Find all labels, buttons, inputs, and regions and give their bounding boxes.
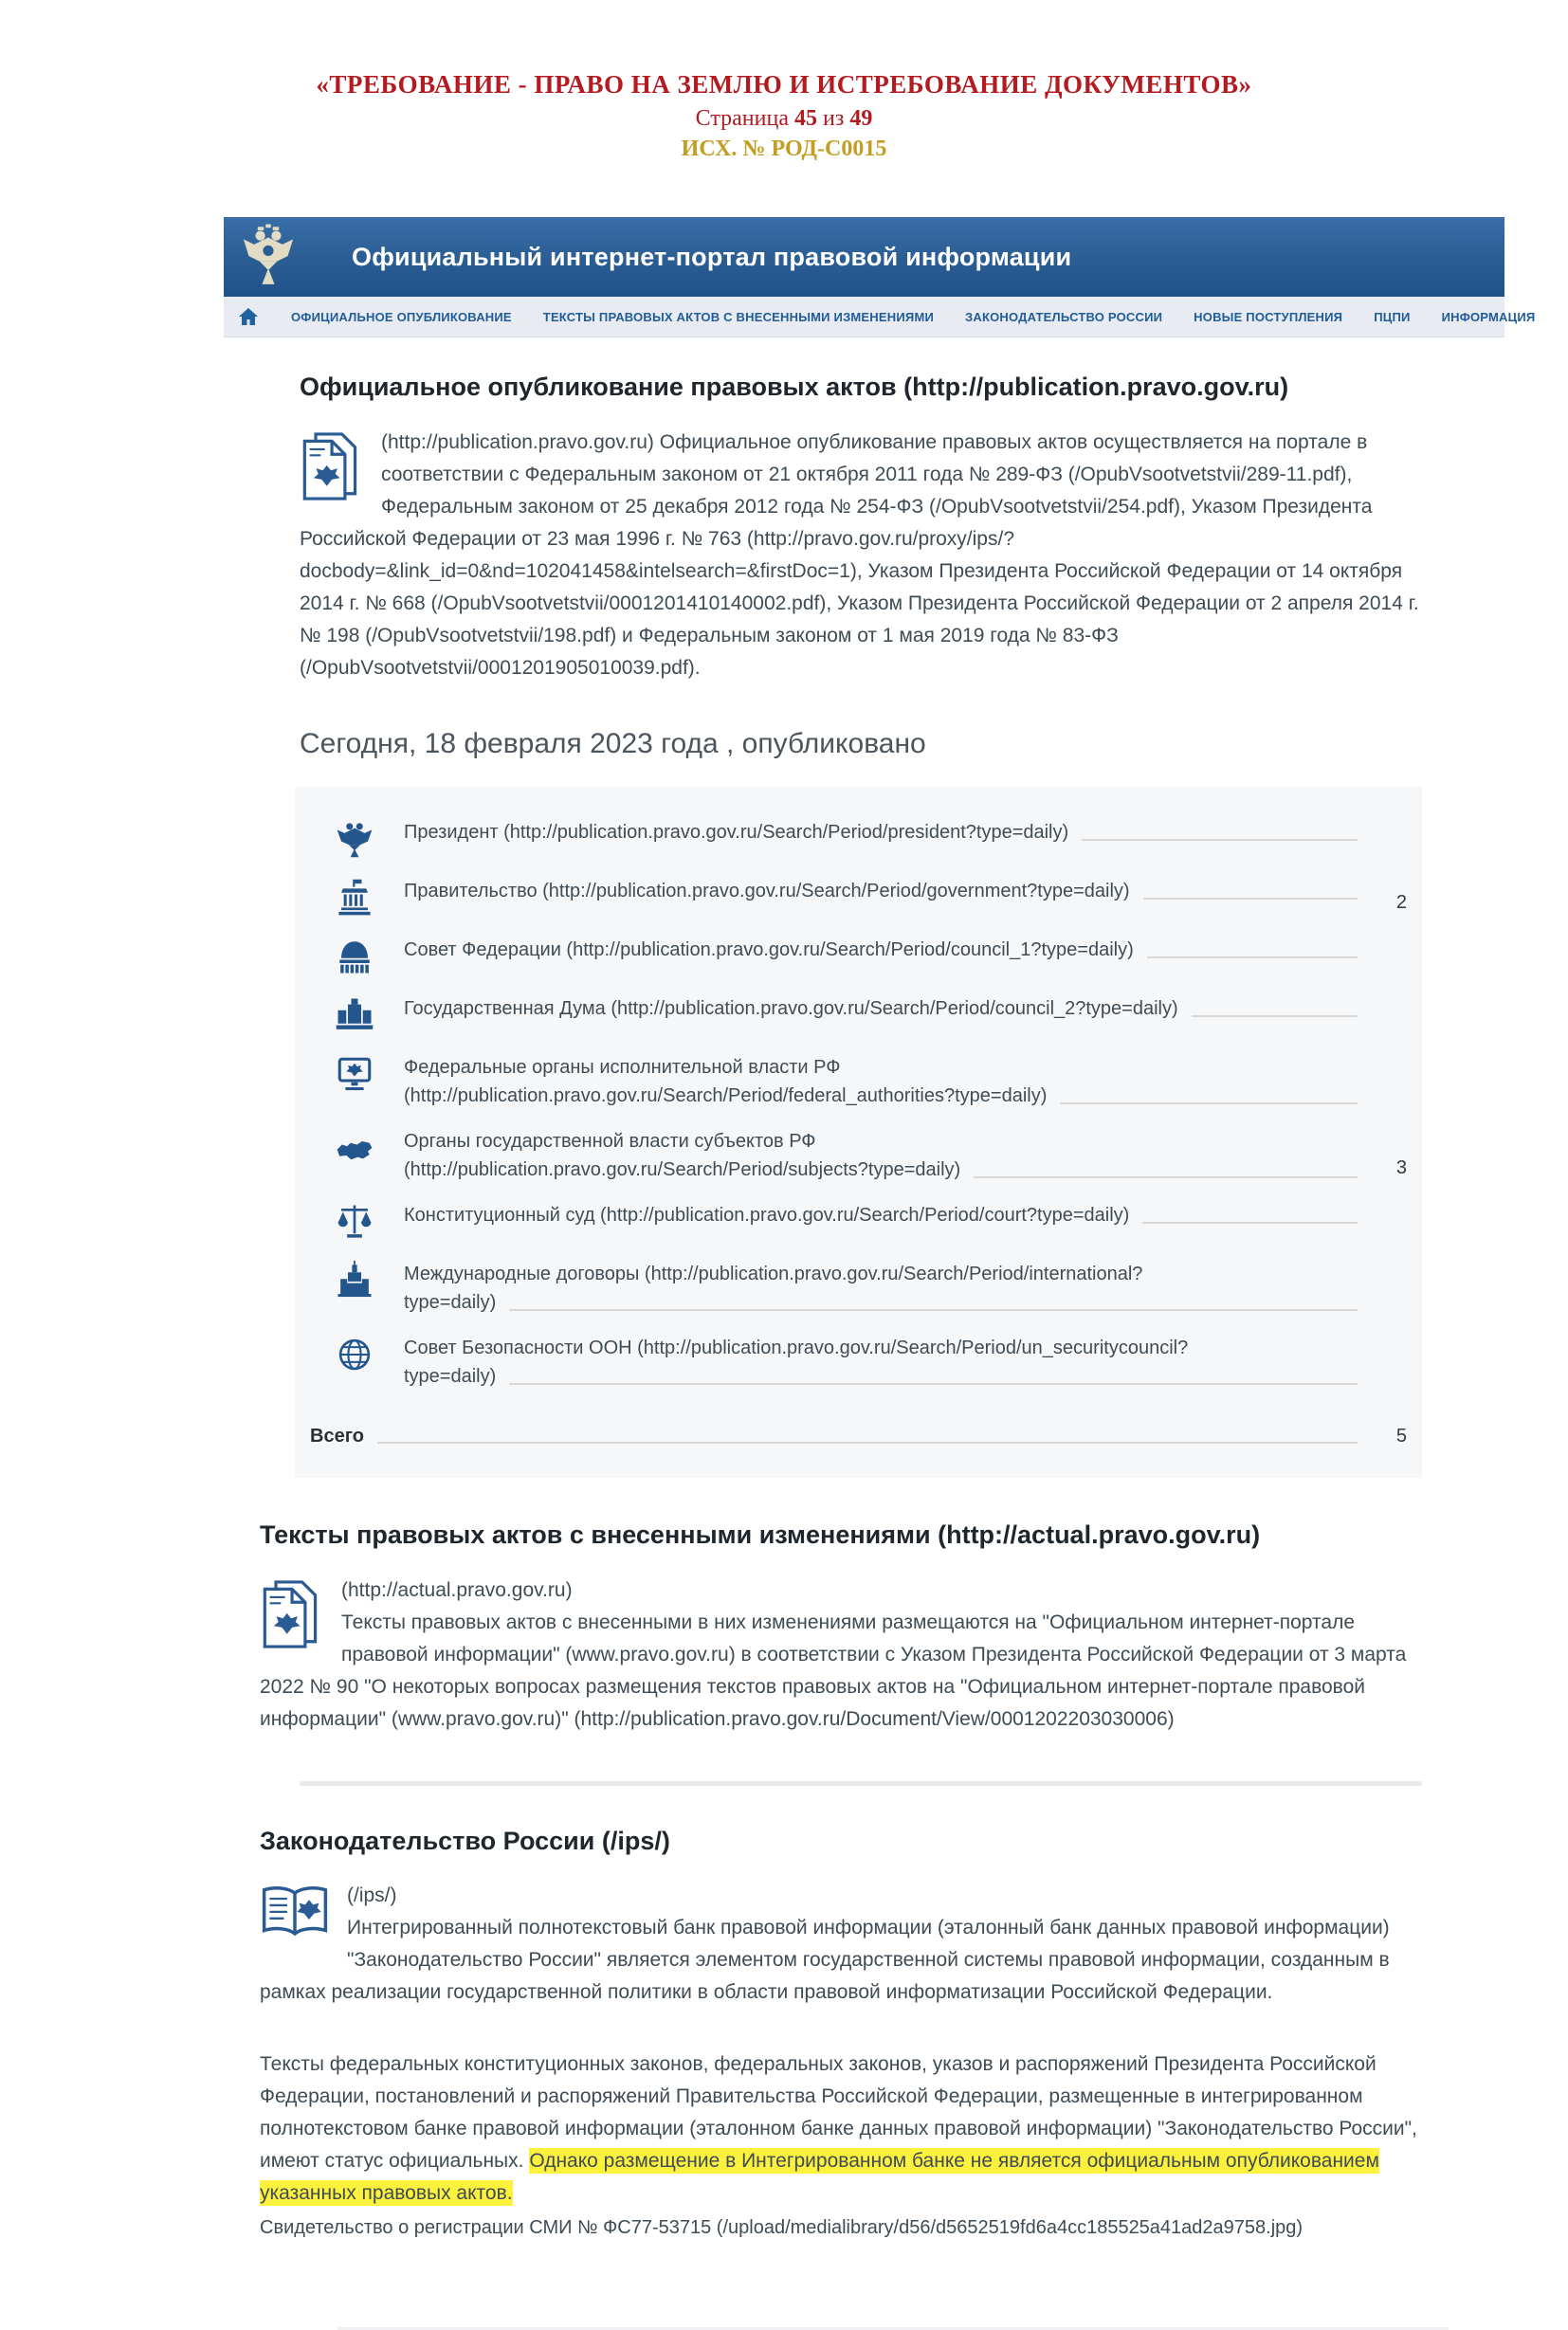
document-title: «ТРЕБОВАНИЕ - ПРАВО НА ЗЕМЛЮ И ИСТРЕБОВАНИЕ ДОКУМЕНТОВ»	[316, 70, 1252, 99]
nav-item-pcpi[interactable]: ПЦПИ	[1374, 309, 1411, 324]
list-item[interactable]	[295, 1251, 1422, 1325]
today-panel	[295, 787, 1422, 1478]
section-heading-link[interactable]: Законодательство России (/ips/)	[260, 1826, 670, 1855]
list-item[interactable]	[295, 986, 1422, 1045]
list-item[interactable]	[295, 1192, 1422, 1251]
government-building-icon	[333, 877, 376, 919]
published-count	[1363, 1108, 1407, 1110]
section-body-text: (http://publication.pravo.gov.ru) Официальное опубликование правовых актов осуществляется на портале в соответствии с Федеральным законом от 21 октября 2011 года № 289-ФЗ (/OpubVsootvetstvii/289-11.pdf), Федеральным законом от 25 декабря 2012 года № 254-ФЗ (/OpubVsootvetstvii/254.pdf), Указом Президента Российской Федерации от 23 мая 1996 г. № 763 (http://pravo.gov.ru/proxy/ips/?docbody=&link_id=0&nd=102041458&intelsearch=&firstDoc=1), Указом Президента Российской Федерации от 14 октября 2014 г. № 668 (/OpubVsootvetstvii/0001201410140002.pdf), Указом Президента Российской Федерации от 2 апреля 2014 г. № 198 (/OpubVsootvetstvii/198.pdf) и Федеральным законом от 1 мая 2019 года № 83-ФЗ (/OpubVsootvetstvii/0001201905010039.pdf).	[300, 430, 1419, 679]
section-url-line[interactable]: (http://actual.pravo.gov.ru)	[341, 1578, 573, 1601]
federal-authorities-icon	[333, 1053, 376, 1095]
published-count	[1363, 975, 1407, 977]
section-body-text: Тексты правовых актов с внесенными в них изменениями размещаются на "Официальном интернет-портале правовой информации" (www.pravo.gov.ru) в соответствии с Указом Президента Российской Федерации от 3 марта 2022 № 90 "О некоторых вопросах размещения текстов правовых актов на "Официальном интернет-портале правовой информации" (www.pravo.gov.ru)" (http://publication.pravo.gov.ru/Document/View/0001202203030006)	[260, 1611, 1407, 1730]
list-item-label: Правительство (http://publication.pravo.gov.ru/Search/Period/government?type=daily)	[404, 880, 1130, 901]
russia-map-icon	[333, 1127, 376, 1169]
leader-line	[1060, 1082, 1358, 1104]
outgoing-ref-number: ИСХ. № РОД-С0015	[681, 137, 887, 161]
nav-item-russian-legislation[interactable]: ЗАКОНОДАТЕЛЬСТВО РОССИИ	[965, 309, 1163, 324]
list-item-label: Федеральные органы исполнительной власти РФ	[404, 1056, 841, 1078]
list-item[interactable]	[295, 927, 1422, 986]
section-url-line[interactable]: (/ips/)	[347, 1884, 397, 1907]
published-count	[1363, 1315, 1407, 1317]
portal-title: Официальный интернет-портал правовой информации	[352, 242, 1072, 271]
leader-line	[974, 1156, 1358, 1178]
list-item[interactable]	[295, 868, 1422, 927]
list-item-label: (http://publication.pravo.gov.ru/Search/Period/subjects?type=daily)	[404, 1158, 961, 1180]
list-item[interactable]	[295, 1119, 1422, 1192]
today-published-heading: Сегодня, 18 февраля 2023 года , опубликовано	[300, 727, 926, 759]
list-item-label: (http://publication.pravo.gov.ru/Search/Period/federal_authorities?type=daily)	[404, 1084, 1048, 1106]
nav-item-amended-acts[interactable]: ТЕКСТЫ ПРАВОВЫХ АКТОВ С ВНЕСЕННЫМИ ИЗМЕНЕНИЯМИ	[542, 309, 935, 324]
nav-item-official-publication[interactable]: ОФИЦИАЛЬНОЕ ОПУБЛИКОВАНИЕ	[291, 309, 512, 324]
constitutional-court-icon	[333, 1201, 376, 1243]
leader-line	[1082, 818, 1358, 841]
un-security-council-icon	[333, 1334, 376, 1375]
list-item-label: Конституционный суд (http://publication.pravo.gov.ru/Search/Period/court?type=daily)	[404, 1204, 1130, 1226]
section-heading-link[interactable]: Тексты правовых актов с внесенными изменениями (http://actual.pravo.gov.ru)	[260, 1520, 1261, 1549]
leader-line	[509, 1288, 1358, 1311]
total-row	[295, 1426, 1422, 1449]
portal-content	[224, 337, 1504, 2330]
page-word: Страница	[695, 106, 789, 131]
smi-registration-line: Свидетельство о регистрации СМИ № ФС77-53715 (/upload/medialibrary/d56/d5652519fd6a4cc185525a41ad2a9758.jpg)	[260, 2217, 1304, 2239]
list-item-label: Органы государственной власти субъектов РФ	[404, 1130, 816, 1152]
total-count: 5	[1395, 1425, 1407, 1447]
documents-stack-icon	[260, 1576, 322, 1652]
leader-line	[1142, 1201, 1358, 1224]
section-paragraph	[300, 427, 1422, 684]
total-label: Всего	[310, 1425, 364, 1447]
section-divider	[300, 1781, 1422, 1786]
highlighted-sentence: Однако размещение в Интегрированном банке не является официальным опубликованием указанных правовых актов.	[260, 2150, 1379, 2205]
closing-body-text: Тексты федеральных конституционных законов, федеральных законов, указов и распоряжений Президента Российской Федерации, постановлений и распоряжений Правительства Российской Федерации, размещенные в интегрированном полнотекстовом банке правовой информации (эталонном банке данных правовой информации) "Законодательство России", имеют статус официальных.	[260, 2053, 1417, 2173]
international-treaties-icon	[333, 1260, 376, 1302]
coat-of-arms-icon	[242, 223, 295, 291]
leader-line	[509, 1362, 1358, 1385]
section-paragraph	[260, 1575, 1422, 1736]
portal-masthead	[224, 217, 1504, 297]
list-item[interactable]	[295, 1045, 1422, 1119]
home-icon[interactable]	[237, 305, 260, 328]
closing-paragraph	[260, 2048, 1422, 2210]
section-amended-acts	[260, 1520, 1422, 1736]
list-item-label: Совет Безопасности ООН (http://publication.pravo.gov.ru/Search/Period/un_securitycouncil?	[404, 1337, 1189, 1358]
state-duma-icon	[333, 994, 376, 1036]
portal-screenshot	[224, 217, 1536, 2330]
section-heading-link[interactable]: Официальное опубликование правовых актов (http://publication.pravo.gov.ru)	[300, 373, 1289, 401]
published-count	[1363, 1241, 1407, 1243]
documents-stack-icon	[300, 428, 362, 504]
list-item[interactable]	[295, 810, 1422, 868]
published-count: 2	[1395, 891, 1407, 913]
section-body-text: Интегрированный полнотекстовый банк правовой информации (эталонный банк данных правовой информации) "Законодательство России" является элементом государственной системы правовой информации, созданным в рамках реализации государственной политики в области правовой информатизации Российской Федерации.	[260, 1917, 1390, 2004]
today-rows	[295, 810, 1422, 1399]
list-item-label: Государственная Дума (http://publication.pravo.gov.ru/Search/Period/council_2?type=daily)	[404, 997, 1178, 1019]
list-item-label: Президент (http://publication.pravo.gov.ru/Search/Period/president?type=daily)	[404, 821, 1069, 843]
document-header	[0, 0, 1568, 162]
leader-line	[1192, 994, 1358, 1017]
leader-line	[1143, 877, 1358, 900]
open-book-icon	[260, 1884, 330, 1942]
president-eagle-icon	[333, 818, 376, 860]
section-paragraph	[260, 1880, 1422, 2009]
page-total: 49	[849, 106, 873, 131]
list-item-label: type=daily)	[404, 1365, 497, 1387]
page-of-word: из	[822, 106, 845, 131]
portal-nav	[224, 297, 1536, 337]
list-item-label: Совет Федерации (http://publication.pravo.gov.ru/Search/Period/council_1?type=daily)	[404, 938, 1134, 960]
federation-council-icon	[333, 936, 376, 977]
nav-item-information[interactable]: ИНФОРМАЦИЯ	[1441, 309, 1536, 324]
leader-line	[377, 1426, 1358, 1444]
published-count	[1363, 1389, 1407, 1391]
list-item-label: Международные договоры (http://publication.pravo.gov.ru/Search/Period/international?	[404, 1263, 1143, 1284]
list-item[interactable]	[295, 1325, 1422, 1399]
published-count: 3	[1395, 1156, 1407, 1178]
nav-item-new-arrivals[interactable]: НОВЫЕ ПОСТУПЛЕНИЯ	[1194, 309, 1343, 324]
published-count	[1363, 858, 1407, 860]
section-russian-legislation	[260, 1826, 1422, 2245]
page-number-line	[0, 106, 1568, 132]
page-current: 45	[793, 106, 817, 131]
list-item-label: type=daily)	[404, 1291, 497, 1313]
leader-line	[1147, 936, 1358, 958]
published-count	[1363, 1034, 1407, 1036]
section-official-publication	[300, 372, 1422, 1478]
